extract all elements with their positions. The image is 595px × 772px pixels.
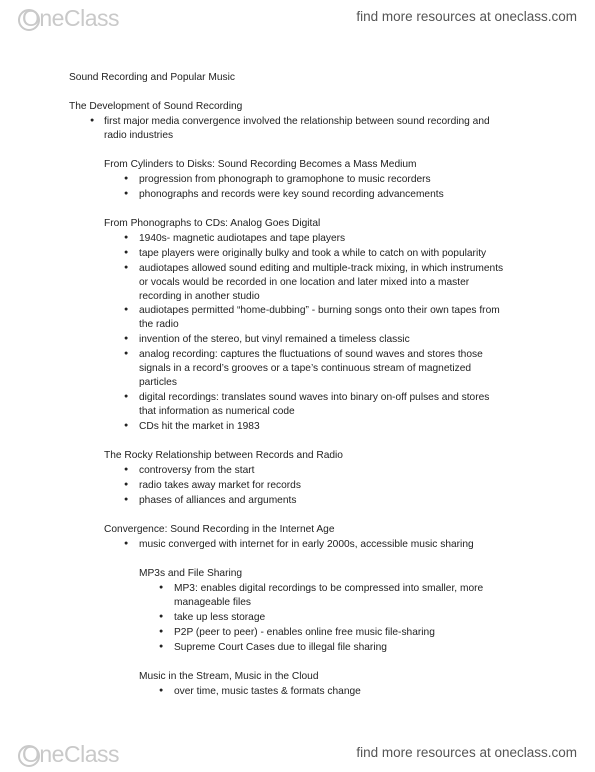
subsection-heading: Music in the Stream, Music in the Cloud <box>139 671 319 682</box>
footer-tagline[interactable]: find more resources at oneclass.com <box>356 745 577 760</box>
list-item-continued: recording in another studio <box>139 291 260 302</box>
list-item: tape players were originally bulky and took a while to catch on with popularity <box>139 248 487 259</box>
subsection-heading: From Cylinders to Disks: Sound Recording Becomes a Mass Medium <box>104 159 417 170</box>
intro-line: first major media convergence involved the relationship between sound recording and <box>104 116 490 127</box>
list-item: music converged with internet for in early 2000s, accessible music sharing <box>139 539 474 550</box>
list-item: digital recordings: translates sound waves into binary on-off pulses and stores <box>139 392 490 403</box>
bullet-icon: ● <box>124 393 129 400</box>
page-footer <box>0 736 595 772</box>
list-item: controversy from the start <box>139 465 255 476</box>
bullet-icon: ● <box>159 613 164 620</box>
section-heading: The Development of Sound Recording <box>69 101 243 112</box>
bullet-icon: ● <box>159 628 164 635</box>
bullet-icon: ● <box>124 496 129 503</box>
header-tagline[interactable]: find more resources at oneclass.com <box>356 9 577 24</box>
bullet-icon: ● <box>124 175 129 182</box>
list-item-continued: particles <box>139 377 177 388</box>
list-item: invention of the stereo, but vinyl remained a timeless classic <box>139 334 410 345</box>
list-item: over time, music tastes & formats change <box>174 686 361 697</box>
list-item-continued: that information as numerical code <box>139 406 295 417</box>
list-item: MP3: enables digital recordings to be compressed into smaller, more <box>174 583 484 594</box>
list-item-continued: or vocals would be recorded in one location and later mixed into a master <box>139 277 470 288</box>
list-item: audiotapes allowed sound editing and multiple-track mixing, in which instruments <box>139 263 504 274</box>
bullet-icon: ● <box>124 190 129 197</box>
logo-text: OneClass <box>22 5 119 31</box>
bullet-icon: ● <box>124 306 129 313</box>
list-item: P2P (peer to peer) - enables online free music file-sharing <box>174 627 435 638</box>
list-item-continued: signals in a record’s grooves or a tape’s continuous stream of magnetized <box>139 363 472 374</box>
list-item: Supreme Court Cases due to illegal file sharing <box>174 642 387 653</box>
bullet-icon: ● <box>124 422 129 429</box>
bullet-icon: ● <box>124 249 129 256</box>
list-item: audiotapes permitted “home-dubbing” - burning songs onto their own tapes from <box>139 305 500 316</box>
subsection-heading: The Rocky Relationship between Records and Radio <box>104 450 343 461</box>
list-item: phonographs and records were key sound recording advancements <box>139 189 444 200</box>
bullet-icon: ● <box>124 234 129 241</box>
subsection-heading: MP3s and File Sharing <box>139 568 243 579</box>
bullet-icon: ● <box>124 466 129 473</box>
bullet-icon: ● <box>124 540 129 547</box>
logo-circle-icon <box>18 745 40 767</box>
bullet-icon: ● <box>124 335 129 342</box>
list-item: radio takes away market for records <box>139 480 301 491</box>
subsection-heading: From Phonographs to CDs: Analog Goes Digital <box>104 218 321 229</box>
list-item-continued: manageable files <box>174 597 252 608</box>
bullet-icon: ● <box>159 687 164 694</box>
oneclass-logo[interactable] <box>18 741 119 768</box>
document-title: Sound Recording and Popular Music <box>69 72 235 83</box>
logo-text: OneClass <box>22 741 119 767</box>
list-item-continued: the radio <box>139 319 179 330</box>
bullet-icon: ● <box>124 350 129 357</box>
bullet-icon: ● <box>124 264 129 271</box>
list-item: 1940s- magnetic audiotapes and tape players <box>139 233 346 244</box>
list-item: progression from phonograph to gramophone to music recorders <box>139 174 431 185</box>
bullet-icon: ● <box>159 643 164 650</box>
intro-line: radio industries <box>104 130 174 141</box>
bullet-icon: ● <box>159 584 164 591</box>
subsection-heading: Convergence: Sound Recording in the Internet Age <box>104 524 335 535</box>
bullet-icon: ● <box>90 117 95 124</box>
list-item: phases of alliances and arguments <box>139 495 297 506</box>
bullet-icon: ● <box>124 481 129 488</box>
list-item: take up less storage <box>174 612 266 623</box>
list-item: CDs hit the market in 1983 <box>139 421 260 432</box>
list-item: analog recording: captures the fluctuations of sound waves and stores those <box>139 349 483 360</box>
